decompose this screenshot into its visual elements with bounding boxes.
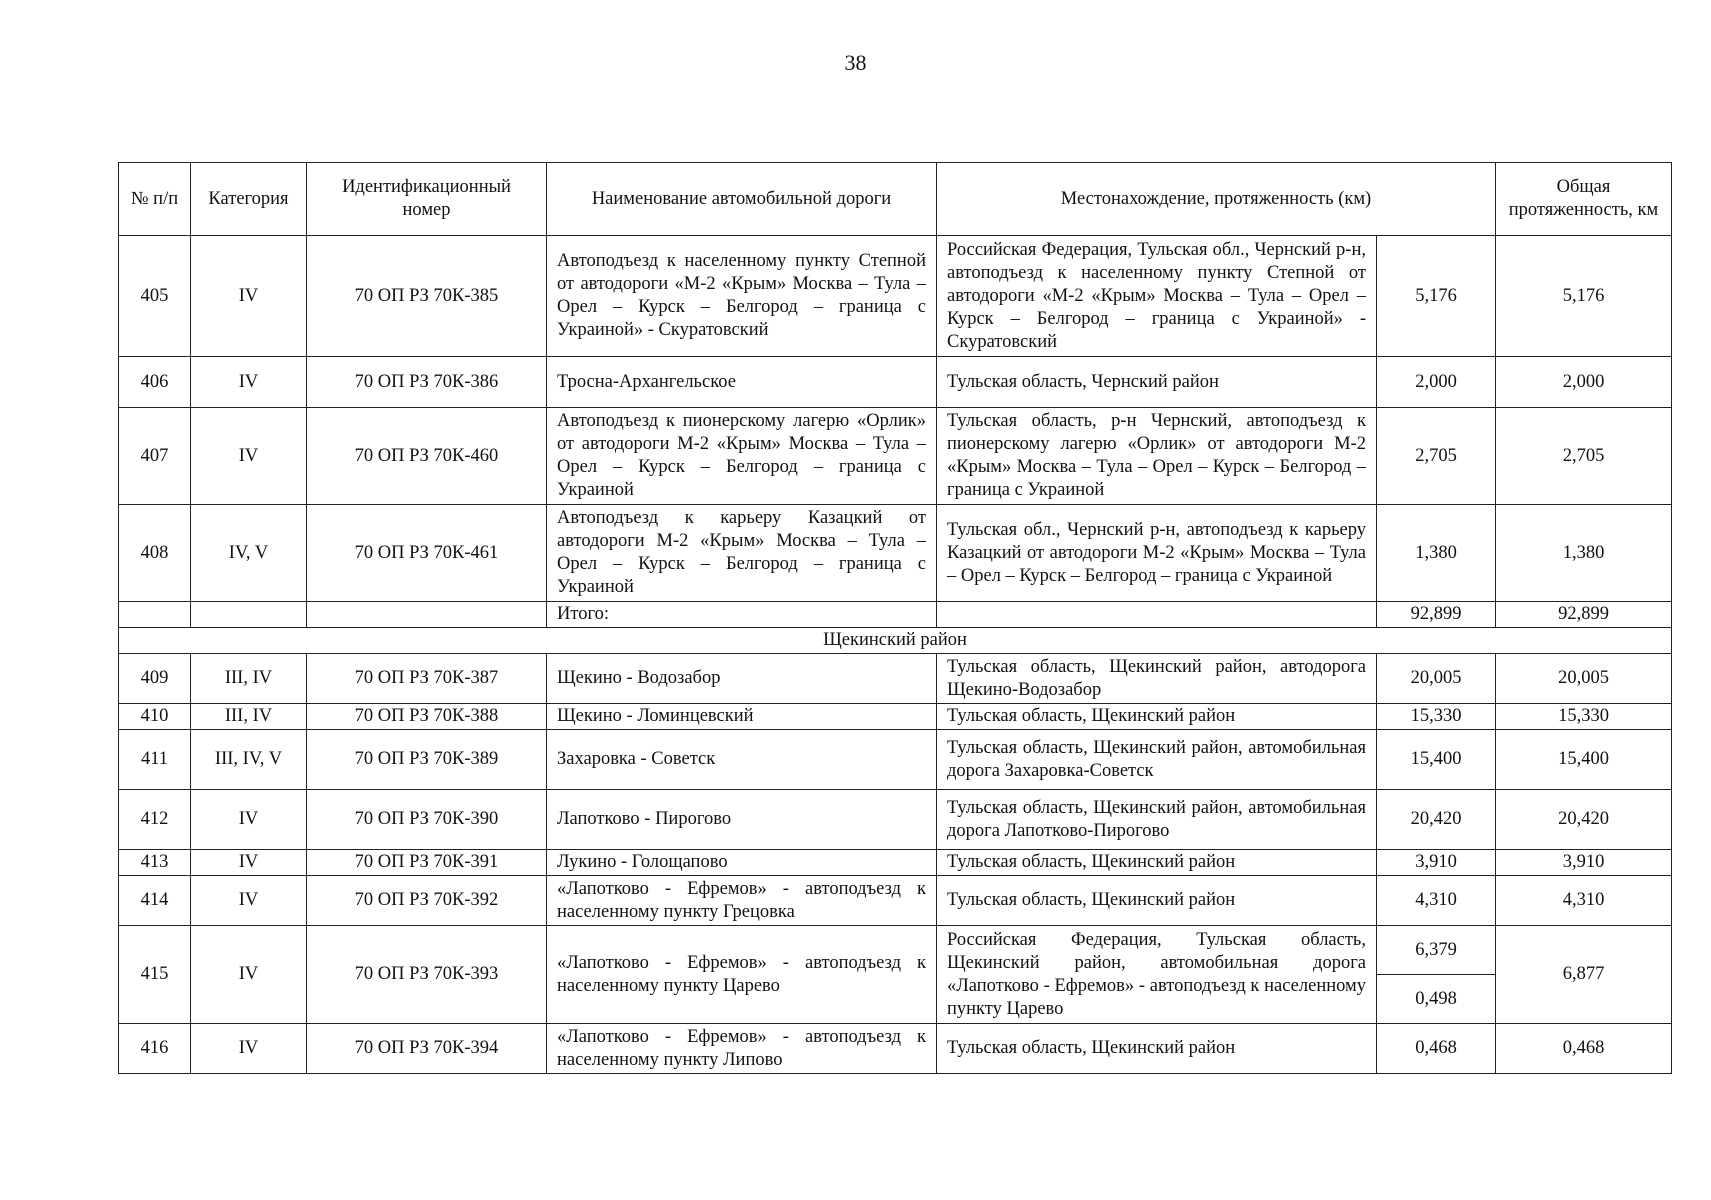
row-id: 70 ОП РЗ 70К-388 — [307, 704, 547, 730]
row-total: 1,380 — [1496, 505, 1672, 602]
row-id: 70 ОП РЗ 70К-386 — [307, 357, 547, 408]
table-row — [119, 790, 1672, 850]
row-category: III, IV, V — [191, 730, 307, 790]
row-id: 70 ОП РЗ 70К-390 — [307, 790, 547, 850]
row-length: 2,705 — [1377, 408, 1496, 505]
row-location: Тульская область, Щекинский район, автомобильная дорога Лапотково-Пирогово — [937, 790, 1377, 850]
row-total: 3,910 — [1496, 850, 1672, 876]
total-label: Итого: — [547, 602, 937, 628]
total-length: 92,899 — [1377, 602, 1496, 628]
row-name: Захаровка - Советск — [547, 730, 937, 790]
row-name: «Лапотково - Ефремов» - автоподъезд к населенному пункту Грецовка — [547, 876, 937, 926]
row-name: Щекино - Ломинцевский — [547, 704, 937, 730]
row-location: Российская Федерация, Тульская область, Щекинский район, автомобильная дорога «Лапотково - Ефремов» - автоподъезд к населенному пункту Царево — [937, 926, 1377, 1024]
row-category: IV — [191, 1024, 307, 1074]
row-num: 412 — [119, 790, 191, 850]
header-location: Местонахождение, протяженность (км) — [937, 163, 1496, 236]
row-length: 20,005 — [1377, 654, 1496, 704]
row-total: 0,468 — [1496, 1024, 1672, 1074]
row-id: 70 ОП РЗ 70К-392 — [307, 876, 547, 926]
row-total: 20,420 — [1496, 790, 1672, 850]
row-length: 1,380 — [1377, 505, 1496, 602]
header-num: № п/п — [119, 163, 191, 236]
row-category: IV — [191, 790, 307, 850]
row-length-part-a: 6,379 — [1377, 926, 1496, 975]
row-name: Щекино - Водозабор — [547, 654, 937, 704]
row-num: 414 — [119, 876, 191, 926]
page-number: 38 — [844, 50, 867, 75]
row-total: 5,176 — [1496, 236, 1672, 357]
roads-table — [118, 162, 1672, 1074]
row-total: 2,000 — [1496, 357, 1672, 408]
row-category: IV — [191, 850, 307, 876]
row-name: Автоподъезд к населенному пункту Степной от автодороги «М-2 «Крым» Москва – Тула – Орел – Курск – Белгород – граница с Украиной» - Скуратовский — [547, 236, 937, 357]
row-location: Тульская область, Щекинский район — [937, 876, 1377, 926]
row-id: 70 ОП РЗ 70К-389 — [307, 730, 547, 790]
table-row — [119, 1024, 1672, 1074]
row-category: III, IV — [191, 704, 307, 730]
table-row — [119, 408, 1672, 505]
row-length: 15,400 — [1377, 730, 1496, 790]
table-row — [119, 357, 1672, 408]
row-location: Тульская область, Щекинский район — [937, 1024, 1377, 1074]
row-total: 4,310 — [1496, 876, 1672, 926]
row-id: 70 ОП РЗ 70К-460 — [307, 408, 547, 505]
total-row — [119, 602, 1672, 628]
row-total: 15,330 — [1496, 704, 1672, 730]
row-id: 70 ОП РЗ 70К-393 — [307, 926, 547, 1024]
row-total: 20,005 — [1496, 654, 1672, 704]
row-num: 407 — [119, 408, 191, 505]
header-total-length: Общая протяженность, км — [1496, 163, 1672, 236]
row-category: IV — [191, 408, 307, 505]
row-name: Лукино - Голощапово — [547, 850, 937, 876]
row-name: Тросна-Архангельское — [547, 357, 937, 408]
table-header-row — [119, 163, 1672, 236]
row-num: 416 — [119, 1024, 191, 1074]
row-name: Лапотково - Пирогово — [547, 790, 937, 850]
row-category: III, IV — [191, 654, 307, 704]
district-title: Щекинский район — [119, 628, 1672, 654]
row-id: 70 ОП РЗ 70К-391 — [307, 850, 547, 876]
header-id: Идентификационный номер — [307, 163, 547, 236]
table-row — [119, 730, 1672, 790]
table-row — [119, 926, 1672, 975]
row-location: Тульская область, Щекинский район, автодорога Щекино-Водозабор — [937, 654, 1377, 704]
row-name: «Лапотково - Ефремов» - автоподъезд к населенному пункту Царево — [547, 926, 937, 1024]
header-category: Категория — [191, 163, 307, 236]
row-length: 4,310 — [1377, 876, 1496, 926]
header-name: Наименование автомобильной дороги — [547, 163, 937, 236]
row-num: 411 — [119, 730, 191, 790]
row-name: «Лапотково - Ефремов» - автоподъезд к населенному пункту Липово — [547, 1024, 937, 1074]
row-length: 20,420 — [1377, 790, 1496, 850]
row-category: IV, V — [191, 505, 307, 602]
row-length: 2,000 — [1377, 357, 1496, 408]
row-location: Тульская обл., Чернский р-н, автоподъезд к карьеру Казацкий от автодороги М-2 «Крым» Москва – Тула – Орел – Курск – Белгород – граница с Украиной — [937, 505, 1377, 602]
row-total: 6,877 — [1496, 926, 1672, 1024]
row-length: 5,176 — [1377, 236, 1496, 357]
table-row — [119, 850, 1672, 876]
row-num: 415 — [119, 926, 191, 1024]
table-row — [119, 704, 1672, 730]
row-length: 3,910 — [1377, 850, 1496, 876]
row-id: 70 ОП РЗ 70К-394 — [307, 1024, 547, 1074]
row-category: IV — [191, 926, 307, 1024]
row-location: Российская Федерация, Тульская обл., Чернский р-н, автоподъезд к населенному пункту Степной от автодороги «М-2 «Крым» Москва – Тула – Орел – Курск – Белгород – граница с Украиной» - Скуратовский — [937, 236, 1377, 357]
row-location: Тульская область, Щекинский район — [937, 704, 1377, 730]
row-num: 405 — [119, 236, 191, 357]
row-location: Тульская область, Чернский район — [937, 357, 1377, 408]
row-id: 70 ОП РЗ 70К-461 — [307, 505, 547, 602]
row-num: 413 — [119, 850, 191, 876]
row-category: IV — [191, 876, 307, 926]
row-num: 408 — [119, 505, 191, 602]
table-row — [119, 505, 1672, 602]
row-total: 15,400 — [1496, 730, 1672, 790]
row-name: Автоподъезд к пионерскому лагерю «Орлик» от автодороги М-2 «Крым» Москва – Тула – Орел – Курск – Белгород – граница с Украиной — [547, 408, 937, 505]
district-row — [119, 628, 1672, 654]
row-location: Тульская область, Щекинский район, автомобильная дорога Захаровка-Советск — [937, 730, 1377, 790]
table-row — [119, 236, 1672, 357]
row-length-part-b: 0,498 — [1377, 975, 1496, 1024]
row-num: 409 — [119, 654, 191, 704]
table-row — [119, 876, 1672, 926]
row-id: 70 ОП РЗ 70К-385 — [307, 236, 547, 357]
row-id: 70 ОП РЗ 70К-387 — [307, 654, 547, 704]
row-num: 410 — [119, 704, 191, 730]
row-name: Автоподъезд к карьеру Казацкий от автодороги М-2 «Крым» Москва – Тула – Орел – Курск – Белгород – граница с Украиной — [547, 505, 937, 602]
row-num: 406 — [119, 357, 191, 408]
table-row — [119, 654, 1672, 704]
row-category: IV — [191, 357, 307, 408]
row-category: IV — [191, 236, 307, 357]
total-sum: 92,899 — [1496, 602, 1672, 628]
row-location: Тульская область, р-н Чернский, автоподъезд к пионерскому лагерю «Орлик» от автодороги М-2 «Крым» Москва – Тула – Орел – Курск – Белгород – граница с Украиной — [937, 408, 1377, 505]
row-total: 2,705 — [1496, 408, 1672, 505]
row-length: 15,330 — [1377, 704, 1496, 730]
row-length: 0,468 — [1377, 1024, 1496, 1074]
row-location: Тульская область, Щекинский район — [937, 850, 1377, 876]
